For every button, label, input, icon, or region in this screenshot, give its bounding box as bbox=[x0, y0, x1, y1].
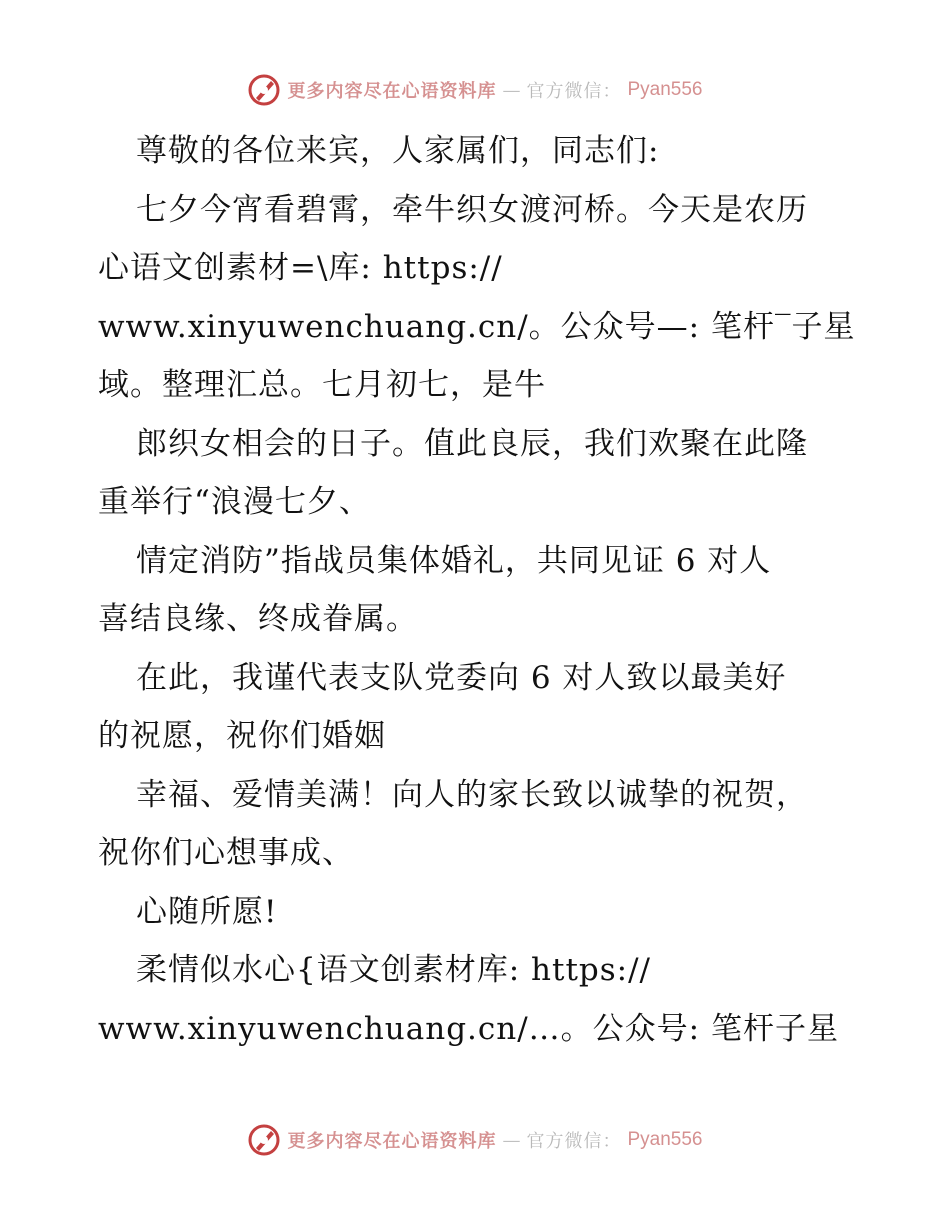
paragraph-line: 域。整理汇总。七月初七，是牛 bbox=[98, 367, 546, 403]
document-body bbox=[98, 122, 858, 1058]
footer-banner-text: 更多内容尽在心语资料库 bbox=[287, 1131, 497, 1152]
footer-wechat-id: Pyan556 bbox=[627, 1129, 703, 1150]
paragraph-line: 柔情似水心{语文创素材库: https:// bbox=[136, 952, 651, 988]
paragraph-line: 的祝愿，祝你们婚姻 bbox=[98, 718, 386, 754]
paragraph-line: 七夕今宵看碧霄，牵牛织女渡河桥。今天是农历 bbox=[136, 191, 808, 228]
paragraph-line: 心语文创素材=\库: https:// bbox=[98, 250, 503, 286]
footer-wechat-label: 官方微信： bbox=[526, 1131, 622, 1152]
header-wechat-id: Pyan556 bbox=[627, 79, 703, 100]
paragraph-line: www.xinyuwenchuang.cn/…。公众号: 笔杆子星 bbox=[98, 1010, 839, 1047]
paragraph-line: www.xinyuwenchuang.cn/。公众号—: 笔杆‾子星 bbox=[98, 308, 856, 345]
paragraph-line: 在此，我谨代表支队党委向 6 对人致以最美好 bbox=[136, 659, 787, 696]
paragraph-line: 心随所愿! bbox=[136, 893, 278, 930]
header-banner-text: 更多内容尽在心语资料库 bbox=[287, 81, 497, 102]
paragraph-line: 重举行“浪漫七夕、 bbox=[98, 484, 371, 520]
page-footer bbox=[0, 1120, 950, 1160]
header-banner bbox=[247, 73, 702, 107]
footer-banner-separator: — bbox=[502, 1129, 521, 1151]
paragraph-line: 幸福、爱情美满！向人的家长致以诚挚的祝贺， bbox=[136, 776, 808, 813]
header-wechat-label: 官方微信： bbox=[526, 81, 622, 102]
footer-banner bbox=[247, 1123, 702, 1157]
paragraph-line: 郎织女相会的日子。值此良辰，我们欢聚在此隆 bbox=[136, 425, 808, 462]
header-banner-separator: — bbox=[502, 79, 521, 101]
pen-logo-icon bbox=[247, 73, 281, 107]
paragraph-line: 尊敬的各位来宾，人家属们，同志们: bbox=[136, 133, 660, 169]
paragraph-line: 喜结良缘、终成眷属。 bbox=[98, 601, 418, 637]
page-header bbox=[0, 70, 950, 110]
pen-logo-icon bbox=[247, 1123, 281, 1157]
paragraph-line: 情定消防”指战员集体婚礼，共同见证 6 对人 bbox=[136, 542, 772, 579]
paragraph-line: 祝你们心想事成、 bbox=[98, 835, 354, 871]
